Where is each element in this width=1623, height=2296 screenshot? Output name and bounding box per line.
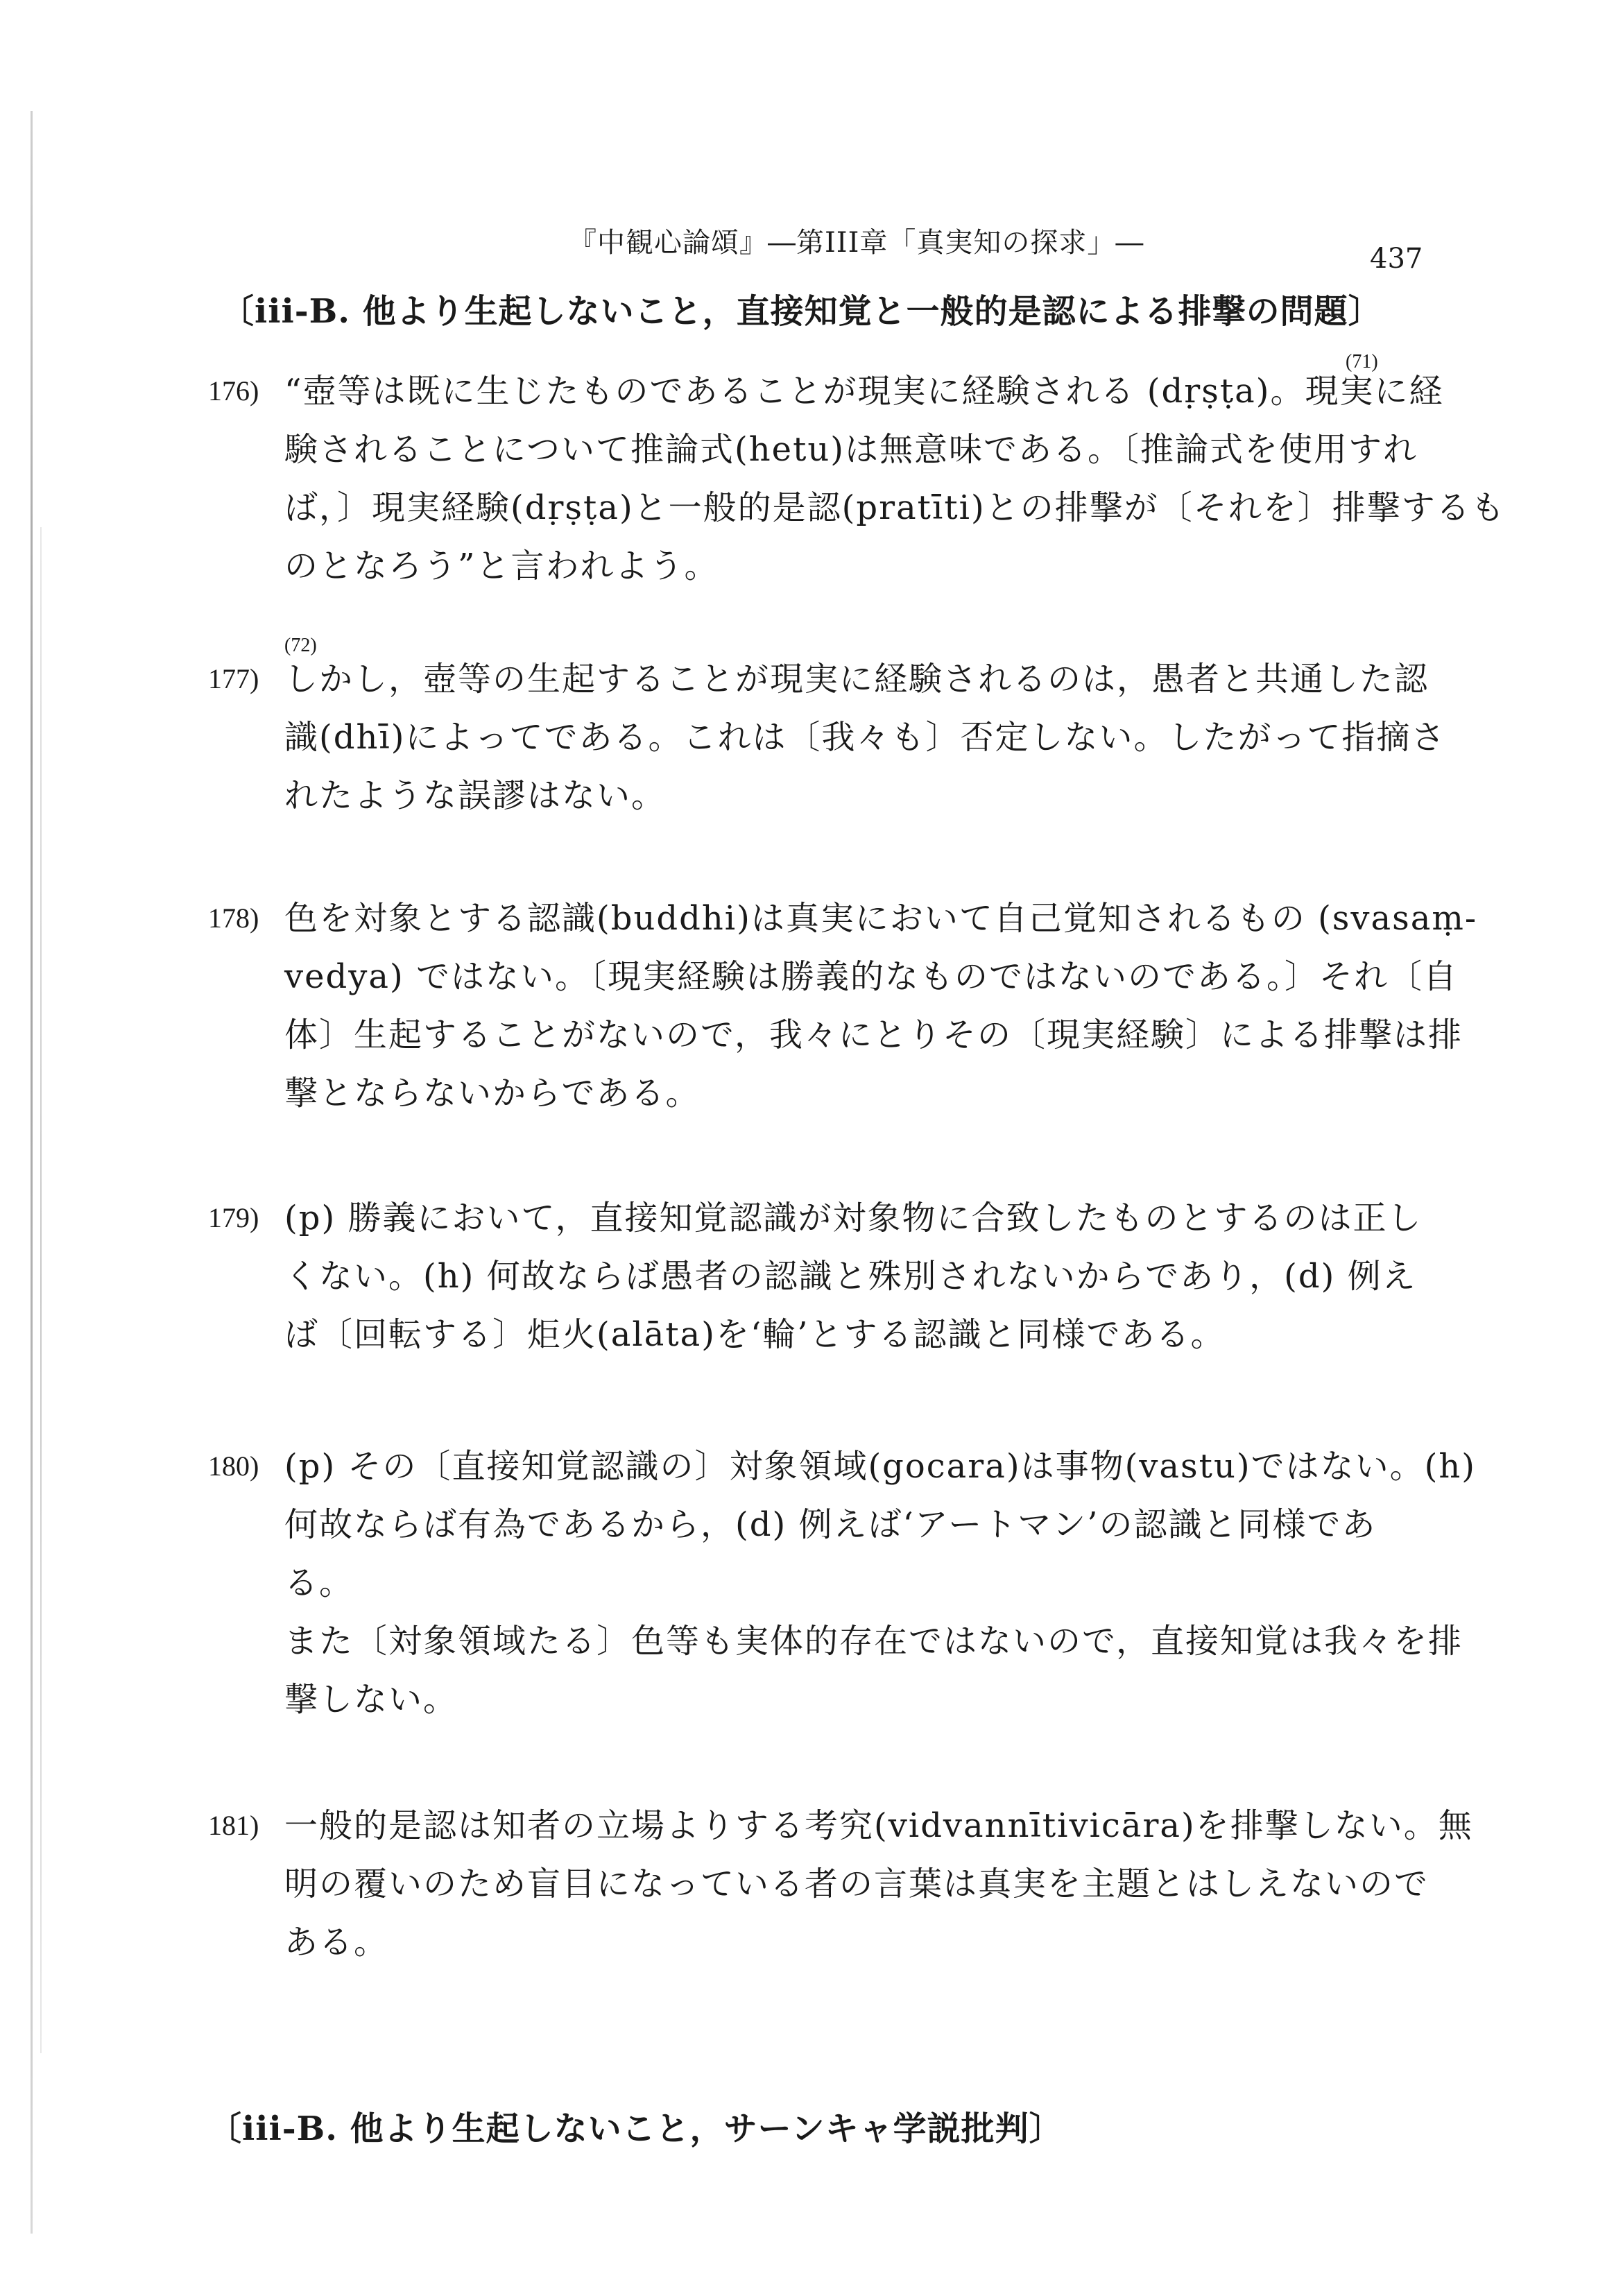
verse-text (284, 1447, 1476, 1741)
verse-line: れたような誤謬はない。 (284, 776, 667, 815)
verse-line: 体〕生起することがないので，我々にとりその〔現実経験〕による排撃は排 (284, 1016, 1463, 1054)
verse-line: くない。(h) 何故ならば愚者の認識と殊別されないからであり，(d) 例え (284, 1257, 1417, 1296)
verse-line: “壺等は既に生じたものであることが現実に経験される (dṛṣṭa)。現実に経 (284, 372, 1444, 411)
verse-line: また〔対象領域たる〕色等も実体的存在ではないので，直接知覚は我々を排 (284, 1622, 1463, 1661)
verse-line: ば〔回転する〕炬火(alāta)を‘輪’とする認識と同様である。 (284, 1315, 1226, 1354)
verse-text (284, 1806, 1473, 1984)
verse-number: 181) (208, 1810, 259, 1841)
verse-text (284, 1201, 1436, 1376)
page-number: 437 (1370, 243, 1423, 275)
verse-number: 176) (208, 375, 259, 406)
verse-number: 179) (208, 1202, 259, 1233)
verse-text (284, 372, 1506, 608)
verse-line: (p) その〔直接知覚認識の〕対象領域(gocara)は事物(vastu)ではない。(h) (284, 1447, 1476, 1486)
verse-line: 何故ならば有為であるから，(d) 例えば‘アートマン’の認識と同様であ (284, 1505, 1377, 1544)
verse-line: 験されることについて推論式(hetu)は無意味である。〔推論式を使用すれ (284, 430, 1418, 469)
verse-line: (p) 勝義において，直接知覚認識が対象物に合致したものとするのは正し (284, 1199, 1423, 1237)
running-head: 『中観心論頌』―第III章「真実知の探求」― (569, 227, 1144, 259)
verse-number: 178) (208, 902, 259, 934)
verse-line: 明の覆いのため盲目になっている者の言葉は真実を主題とはしえないので (284, 1865, 1429, 1903)
note-reference: (72) (284, 635, 317, 656)
verse-line: vedya) ではない。〔現実経験は勝義的なものではないのである。〕それ〔自 (284, 957, 1458, 996)
verse-line: のとなろう”と言われよう。 (284, 547, 719, 585)
verse-line: 一般的是認は知者の立場よりする考究(vidvannītivicāra)を排撃しない。無 (284, 1806, 1473, 1845)
verse-line: 撃とならないからである。 (284, 1074, 701, 1113)
section-heading: 〔iii-B. 他より生起しないこと，直接知覚と一般的是認による排撃の問題〕 (221, 292, 1382, 331)
verse-line: 色を対象とする認識(buddhi)は真実において自己覚知されるもの (svasaṃ- (284, 899, 1478, 938)
verse-line: しかし，壺等の生起することが現実に経験されるのは，愚者と共通した認 (284, 660, 1429, 699)
verse-number: 177) (208, 663, 259, 694)
section-heading: 〔iii-B. 他より生起しないこと，サーンキャ学説批判〕 (208, 2109, 1063, 2148)
verse-line: る。 (284, 1563, 354, 1602)
verse-text (284, 660, 1446, 837)
verse-line: 識(dhī)によってである。これは〔我々も〕否定しない。したがって指摘さ (284, 718, 1446, 757)
verse-line: ある。 (284, 1923, 389, 1962)
verse-line: ば，〕現実経験(dṛṣṭa)と一般的是認(pratīti)との排撃が〔それを〕排撃するも (284, 488, 1506, 527)
scan-edge (40, 527, 42, 2053)
verse-text (284, 899, 1478, 1135)
scan-edge (31, 111, 33, 2234)
verse-number: 180) (208, 1450, 259, 1482)
note-reference: (71) (1346, 351, 1378, 372)
verse-line: 撃しない。 (284, 1680, 458, 1719)
